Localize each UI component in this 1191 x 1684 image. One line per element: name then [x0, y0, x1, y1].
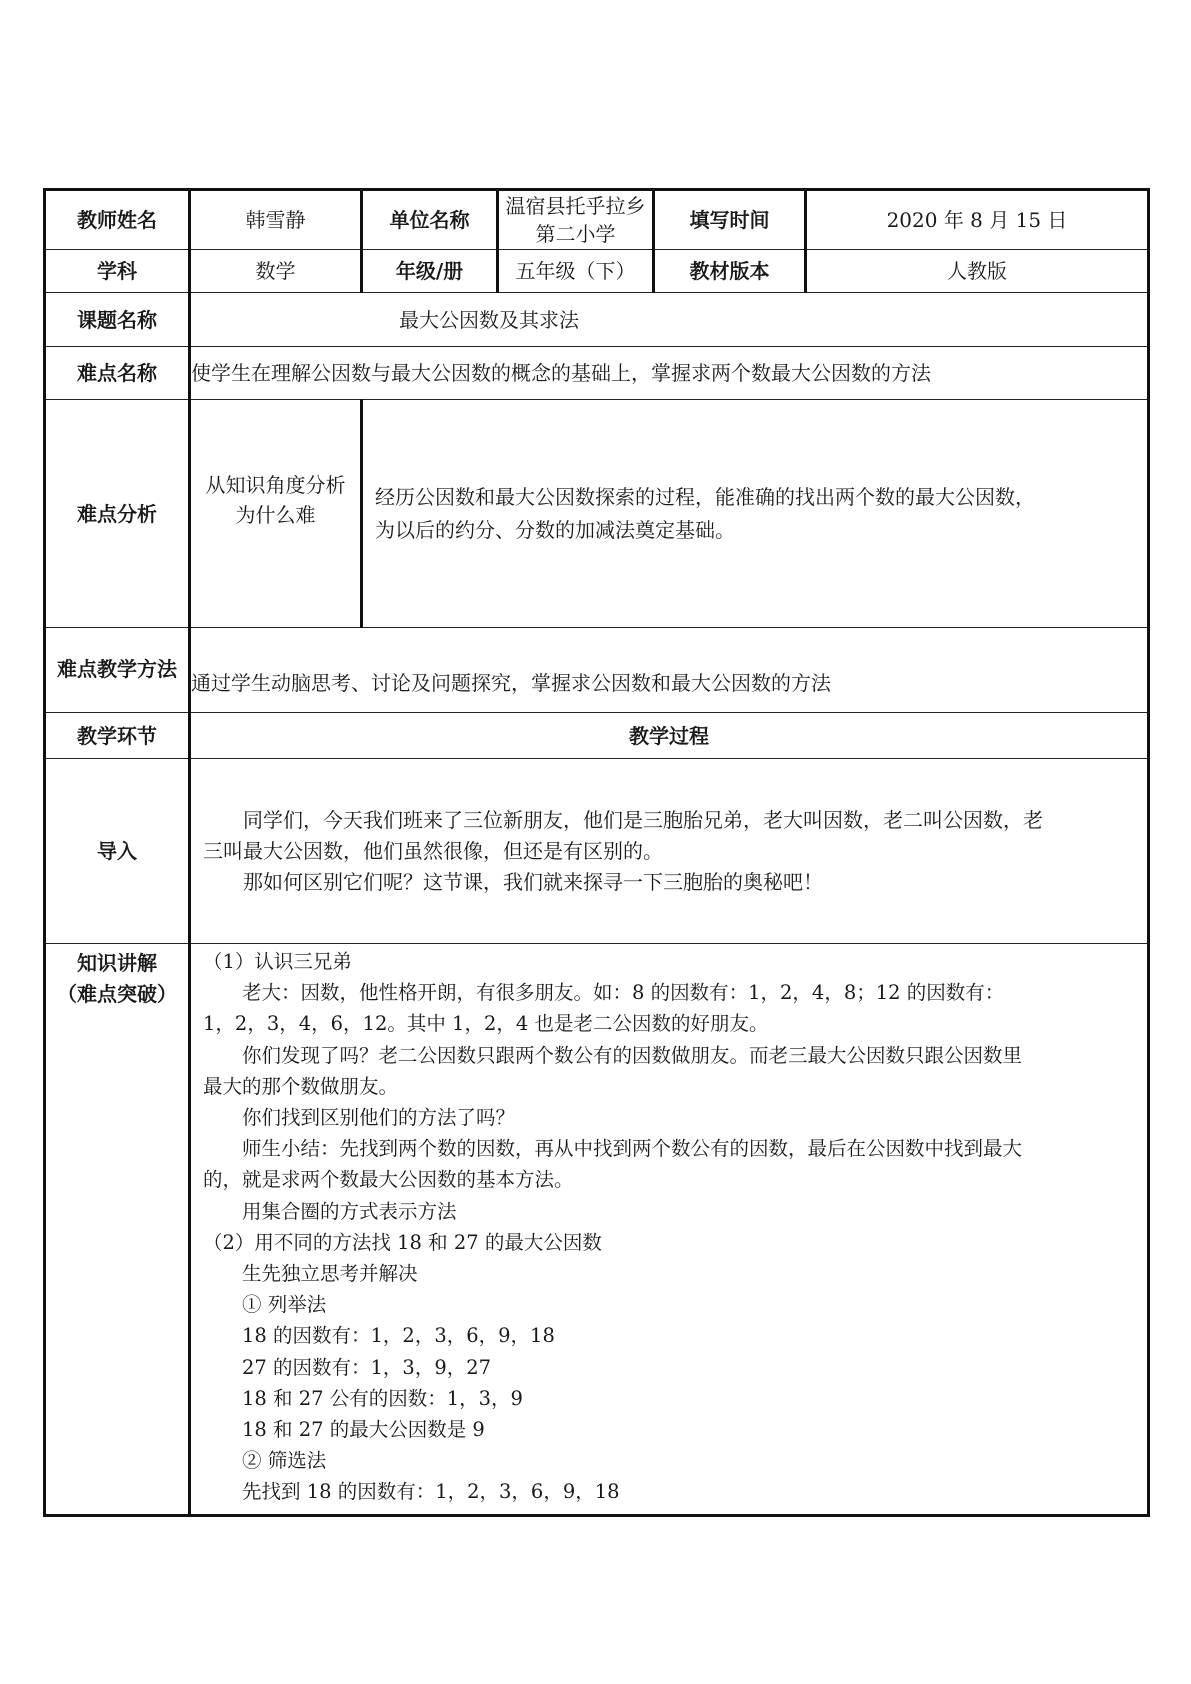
knowledge-lines	[203, 946, 1135, 1508]
difficulty-label: 难点名称	[45, 347, 190, 400]
method-row	[45, 628, 1149, 713]
unit-value-line1: 温宿县托乎拉乡	[505, 194, 646, 218]
method-label: 难点教学方法	[45, 628, 190, 713]
header-row-2	[45, 250, 1149, 293]
method-value: 通过学生动脑思考、讨论及问题探究，掌握求公因数和最大公因数的方法	[190, 628, 1149, 713]
process-label: 教学环节	[45, 713, 190, 759]
process-header-row	[45, 713, 1149, 759]
analysis-value-line1: 经历公因数和最大公因数探索的过程，能准确的找出两个数的最大公因数，	[375, 484, 1035, 509]
intro-row	[45, 759, 1149, 944]
analysis-sub-label-line2: 为什么难	[235, 503, 316, 527]
knowledge-line: 老大：因数，他性格开朗，有很多朋友。如：8 的因数有：1，2，4，8；12 的因数有：	[242, 981, 1005, 1005]
intro-paragraph-2: 那如何区别它们呢？这节课，我们就来探寻一下三胞胎的奥秘吧！	[243, 869, 823, 894]
knowledge-line: 你们发现了吗？老二公因数只跟两个数公有的因数做朋友。而老三最大公因数只跟公因数里	[242, 1043, 1023, 1067]
intro-label: 导入	[45, 759, 190, 944]
unit-value-line2: 第二小学	[535, 222, 616, 246]
knowledge-label-line1: 知识讲解	[77, 951, 157, 975]
grade-label: 年级/册	[362, 250, 498, 293]
grade-value: 五年级（下）	[498, 250, 654, 293]
knowledge-line: （2）用不同的方法找 18 和 27 的最大公因数	[203, 1230, 602, 1254]
intro-paragraph-1	[203, 805, 1135, 836]
knowledge-line: 27 的因数有：1，3，9，27	[242, 1355, 492, 1379]
knowledge-line: 你们找到区别他们的方法了吗？	[242, 1106, 516, 1130]
knowledge-line: 生先独立思考并解决	[242, 1262, 418, 1286]
knowledge-line: 师生小结：先找到两个数的因数，再从中找到两个数公有的因数，最后在公因数中找到最大	[242, 1137, 1023, 1161]
analysis-sub-label	[190, 400, 362, 628]
subject-label: 学科	[45, 250, 190, 293]
date-value: 2020 年 8 月 15 日	[806, 190, 1149, 250]
analysis-sub-label-line1: 从知识角度分析	[205, 473, 346, 497]
knowledge-line: （1）认识三兄弟	[203, 950, 352, 973]
knowledge-content	[190, 944, 1149, 1516]
knowledge-line: 用集合圈的方式表示方法	[242, 1199, 457, 1223]
subject-value: 数学	[190, 250, 362, 293]
textbook-label: 教材版本	[654, 250, 806, 293]
topic-value: 最大公因数及其求法	[190, 293, 1149, 347]
knowledge-line: 最大的那个数做朋友。	[203, 1074, 399, 1098]
knowledge-line: 18 和 27 的最大公因数是 9	[242, 1418, 485, 1442]
knowledge-line: 18 的因数有：1，2，3，6，9，18	[242, 1324, 555, 1348]
unit-label: 单位名称	[362, 190, 498, 250]
lesson-plan-table	[43, 188, 1150, 1517]
knowledge-line: 先找到 18 的因数有：1，2，3，6，9，18	[242, 1480, 620, 1504]
knowledge-line: 的，就是求两个数最大公因数的基本方法。	[203, 1168, 574, 1192]
knowledge-line: ② 筛选法	[242, 1449, 327, 1473]
process-title: 教学过程	[190, 713, 1149, 759]
intro-content	[190, 759, 1149, 944]
knowledge-line: 1，2，3，4，6，12。其中 1，2，4 也是老二公因数的好朋友。	[203, 1012, 769, 1036]
knowledge-row	[45, 944, 1149, 1516]
topic-label: 课题名称	[45, 293, 190, 347]
intro-p1-line1: 同学们，今天我们班来了三位新朋友，他们是三胞胎兄弟，老大叫因数，老二叫公因数，老	[243, 807, 1043, 832]
knowledge-label-line2: （难点突破）	[57, 982, 177, 1006]
topic-row	[45, 293, 1149, 347]
difficulty-row	[45, 347, 1149, 400]
analysis-value-line2: 为以后的约分、分数的加减法奠定基础。	[375, 517, 735, 542]
teacher-label: 教师姓名	[45, 190, 190, 250]
analysis-label: 难点分析	[45, 400, 190, 628]
intro-paragraph-1-cont: 三叫最大公因数，他们虽然很像，但还是有区别的。	[203, 838, 663, 863]
header-row-1	[45, 190, 1149, 250]
difficulty-value: 使学生在理解公因数与最大公因数的概念的基础上，掌握求两个数最大公因数的方法	[190, 347, 1149, 400]
analysis-value	[362, 400, 1149, 628]
textbook-value: 人教版	[806, 250, 1149, 293]
knowledge-line: 18 和 27 公有的因数：1，3，9	[242, 1386, 523, 1410]
date-label: 填写时间	[654, 190, 806, 250]
analysis-row	[45, 400, 1149, 628]
knowledge-line: ① 列举法	[242, 1293, 327, 1317]
unit-value	[498, 190, 654, 250]
knowledge-label	[45, 944, 190, 1516]
teacher-value: 韩雪静	[190, 190, 362, 250]
